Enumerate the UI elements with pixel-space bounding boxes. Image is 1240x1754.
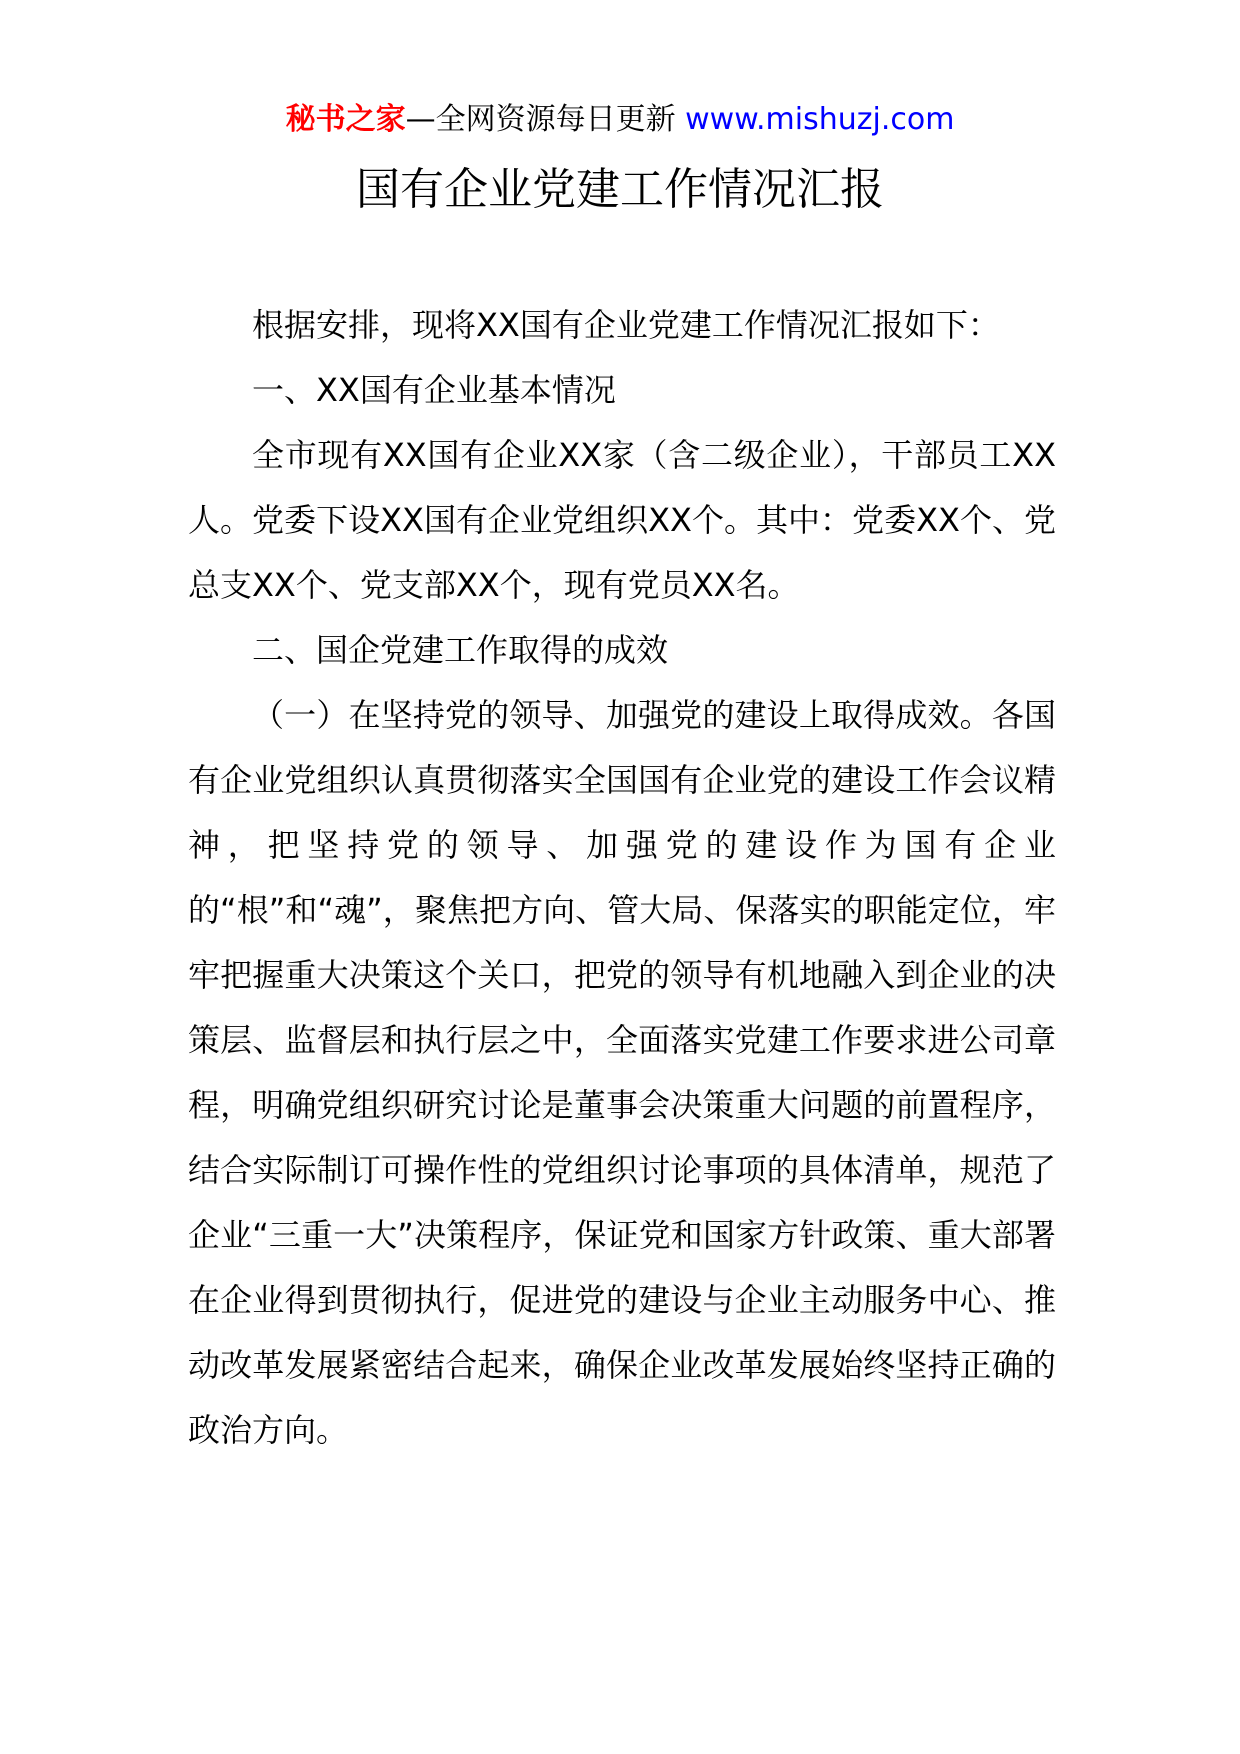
site-slogan: —全网资源每日更新	[405, 102, 686, 137]
section-heading-1: 一、XX国有企业基本情况	[252, 371, 616, 409]
site-banner	[0, 100, 1240, 140]
section-heading-2: 二、国企党建工作取得的成效	[252, 631, 669, 669]
body-paragraph: （一）在坚持党的领导、加强党的建设上取得成效。各国有企业党组织认真贯彻落实全国国有企业党的建设工作会议精神，把坚持党的领导、加强党的建设作为国有企业的“根”和“魂”，聚焦把方向、管大局、保落实的职能定位，牢牢把握重大决策这个关口，把党的领导有机地融入到企业的决策层、监督层和执行层之中，全面落实党建工作要求进公司章程，明确党组织研究讨论是董事会决策重大问题的前置程序，结合实际制订可操作性的党组织讨论事项的具体清单，规范了企业“三重一大”决策程序，保证党和国家方针政策、重大部署在企业得到贯彻执行，促进党的建设与企业主动服务中心、推动改革发展紧密结合起来，确保企业改革发展始终坚持正确的政治方向。	[188, 696, 1056, 1449]
document-body	[188, 293, 1056, 1463]
intro-paragraph: 根据安排，现将XX国有企业党建工作情况汇报如下：	[252, 306, 1000, 344]
body-paragraph: 全市现有XX国有企业XX家（含二级企业），干部员工XX人。党委下设XX国有企业党组织XX个。其中：党委XX个、党总支XX个、党支部XX个，现有党员XX名。	[188, 436, 1056, 604]
site-brand: 秘书之家	[285, 102, 406, 137]
site-url-link[interactable]: www.mishuzj.com	[685, 102, 955, 137]
document-title: 国有企业党建工作情况汇报	[356, 164, 884, 215]
